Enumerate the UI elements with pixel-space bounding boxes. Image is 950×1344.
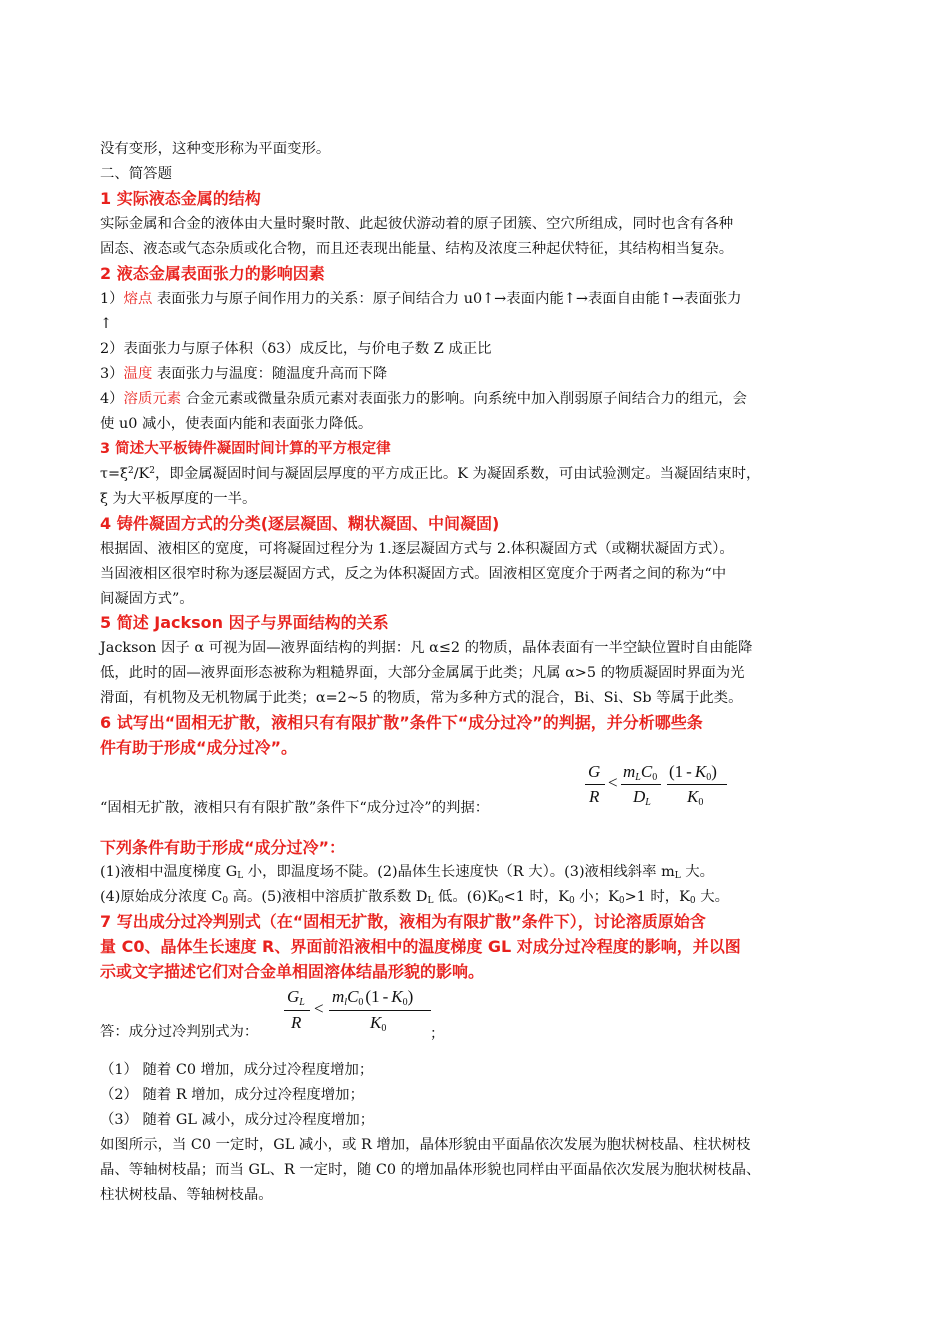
text-line: （1） 随着 C0 增加，成分过冷程度增加；: [100, 1062, 374, 1078]
text-line: ↑: [100, 316, 113, 332]
heading-6: 6 试写出“固相无扩散，液相只有有限扩散”条件下“成分过冷”的判据，并分析哪些条: [100, 713, 703, 732]
text-line: 实际金属和合金的液体由大量时聚时散、此起彼伏游动着的原子团簇、空穴所组成，同时也含有各种: [100, 216, 734, 232]
heading-1: 1 实际液态金属的结构: [100, 189, 261, 208]
heading-7-cont: 示或文字描述它们对合金单相固溶体结晶形貌的影响。: [100, 962, 485, 981]
text-line: (4)原始成分浓度 $C_0$ 高。(5)液相中溶质扩散系数 $D_L$ 低。$(6)K_0<1$ 时，$K_0$ 小；$K_0>1$ 时，$K_0$ 大。: [100, 889, 729, 906]
text-line: 低，此时的固—液界面形态被称为粗糙界面，大部分金属属于此类；凡属 α>5 的物质凝固时界面为光: [100, 665, 745, 681]
text-line: 1）熔点 表面张力与原子间作用力的关系：原子间结合力 u0↑→表面内能↑→表面自由能↑→表面张力: [100, 291, 742, 307]
text-line: $\tau=\xi^2/K^2$，即金属凝固时间与凝固层厚度的平方成正比。K 为凝固系数，可由试验测定。当凝固结束时，: [100, 466, 761, 482]
text-line: 2）表面张力与原子体积（δ3）成反比，与价电子数 Z 成正比: [100, 341, 492, 357]
heading-5: 5 简述 Jackson 因子与界面结构的关系: [100, 613, 389, 632]
text-line: 根据固、液相区的宽度，可将凝固过程分为 1.逐层凝固方式与 2.体积凝固方式（或糊状凝固方式）。: [100, 541, 734, 557]
text-line: 固态、液态或气态杂质或化合物，而且还表现出能量、结构及浓度三种起伏特征，其结构相当复杂。: [100, 241, 734, 257]
text-line: 没有变形，这种变形称为平面变形。: [100, 141, 331, 157]
red-keyword: 温度: [123, 366, 153, 382]
heading-4: 4 铸件凝固方式的分类(逐层凝固、糊状凝固、中间凝固): [100, 514, 500, 533]
text-line: ；: [430, 1026, 445, 1042]
text-line: 晶、等轴树枝晶；而当 GL、R 一定时，随 C0 的增加晶体形貌也同样由平面晶依次发展为胞状树枝晶、: [100, 1162, 761, 1178]
red-keyword: 溶质元素: [123, 391, 182, 407]
text-line: ξ 为大平板厚度的一半。: [100, 491, 257, 507]
heading-6-cont: 件有助于形成“成分过冷”。: [100, 738, 298, 757]
heading-2: 2 液态金属表面张力的影响因素: [100, 264, 325, 283]
text-line: 柱状树枝晶、等轴树枝晶。: [100, 1187, 273, 1203]
text-line: 答：成分过冷判别式为：: [100, 1024, 259, 1040]
text-line: 使 u0 减小，使表面内能和表面张力降低。: [100, 416, 373, 432]
text-line: （2） 随着 R 增加，成分过冷程度增加；: [100, 1087, 364, 1103]
text-line: Jackson 因子 α 可视为固—液界面结构的判据：凡 α≤2 的物质，晶体表面有一半空缺位置时自由能降: [100, 640, 753, 656]
heading-7: 7 写出成分过冷判别式（在“固相无扩散，液相为有限扩散”条件下），讨论溶质原始含: [100, 912, 706, 931]
text-line: （3） 随着 GL 减小，成分过冷程度增加；: [100, 1112, 375, 1128]
section-title: 二、简答题: [100, 166, 172, 182]
text-line: 3）温度 表面张力与温度：随温度升高而下降: [100, 366, 388, 382]
text-line: 间凝固方式”。: [100, 591, 194, 607]
text-line: 如图所示，当 C0 一定时，GL 减小，或 R 增加，晶体形貌由平面晶依次发展为胞状树枝晶、柱状树枝: [100, 1137, 751, 1153]
heading-3: 3 简述大平板铸件凝固时间计算的平方根定律: [100, 441, 391, 457]
text-line: “固相无扩散，液相只有有限扩散”条件下“成分过冷”的判据：: [100, 800, 490, 816]
heading-6-conditions: 下列条件有助于形成“成分过冷”：: [100, 838, 346, 857]
text-line: (1)液相中温度梯度 $G_L$ 小，即温度场不陡。(2)晶体生长速度快（R 大）。(3)液相线斜率 $m_L$ 大。: [100, 864, 715, 881]
criterion-formula-2: $G_L$ R < $m_lC_0$ $(1 - K_0)$ $K_0$: [284, 985, 444, 1037]
heading-7-cont: 量 C0、晶体生长速度 R、界面前沿液相中的温度梯度 GL 对成分过冷程度的影响，并以图: [100, 937, 741, 956]
text-line: 滑面，有机物及无机物属于此类；α=2~5 的物质，常为多种方式的混合，Bi、Si、Sb 等属于此类。: [100, 690, 743, 706]
criterion-formula-1: G R < $m_LC_0$ $D_L$ $(1 - K_0)$ $K_0$: [585, 760, 735, 810]
text-line: 4）溶质元素 合金元素或微量杂质元素对表面张力的影响。向系统中加入削弱原子间结合力的组元，会: [100, 391, 747, 407]
red-keyword: 熔点: [123, 291, 153, 307]
text-line: 当固液相区很窄时称为逐层凝固方式，反之为体积凝固方式。固液相区宽度介于两者之间的称为“中: [100, 566, 727, 582]
